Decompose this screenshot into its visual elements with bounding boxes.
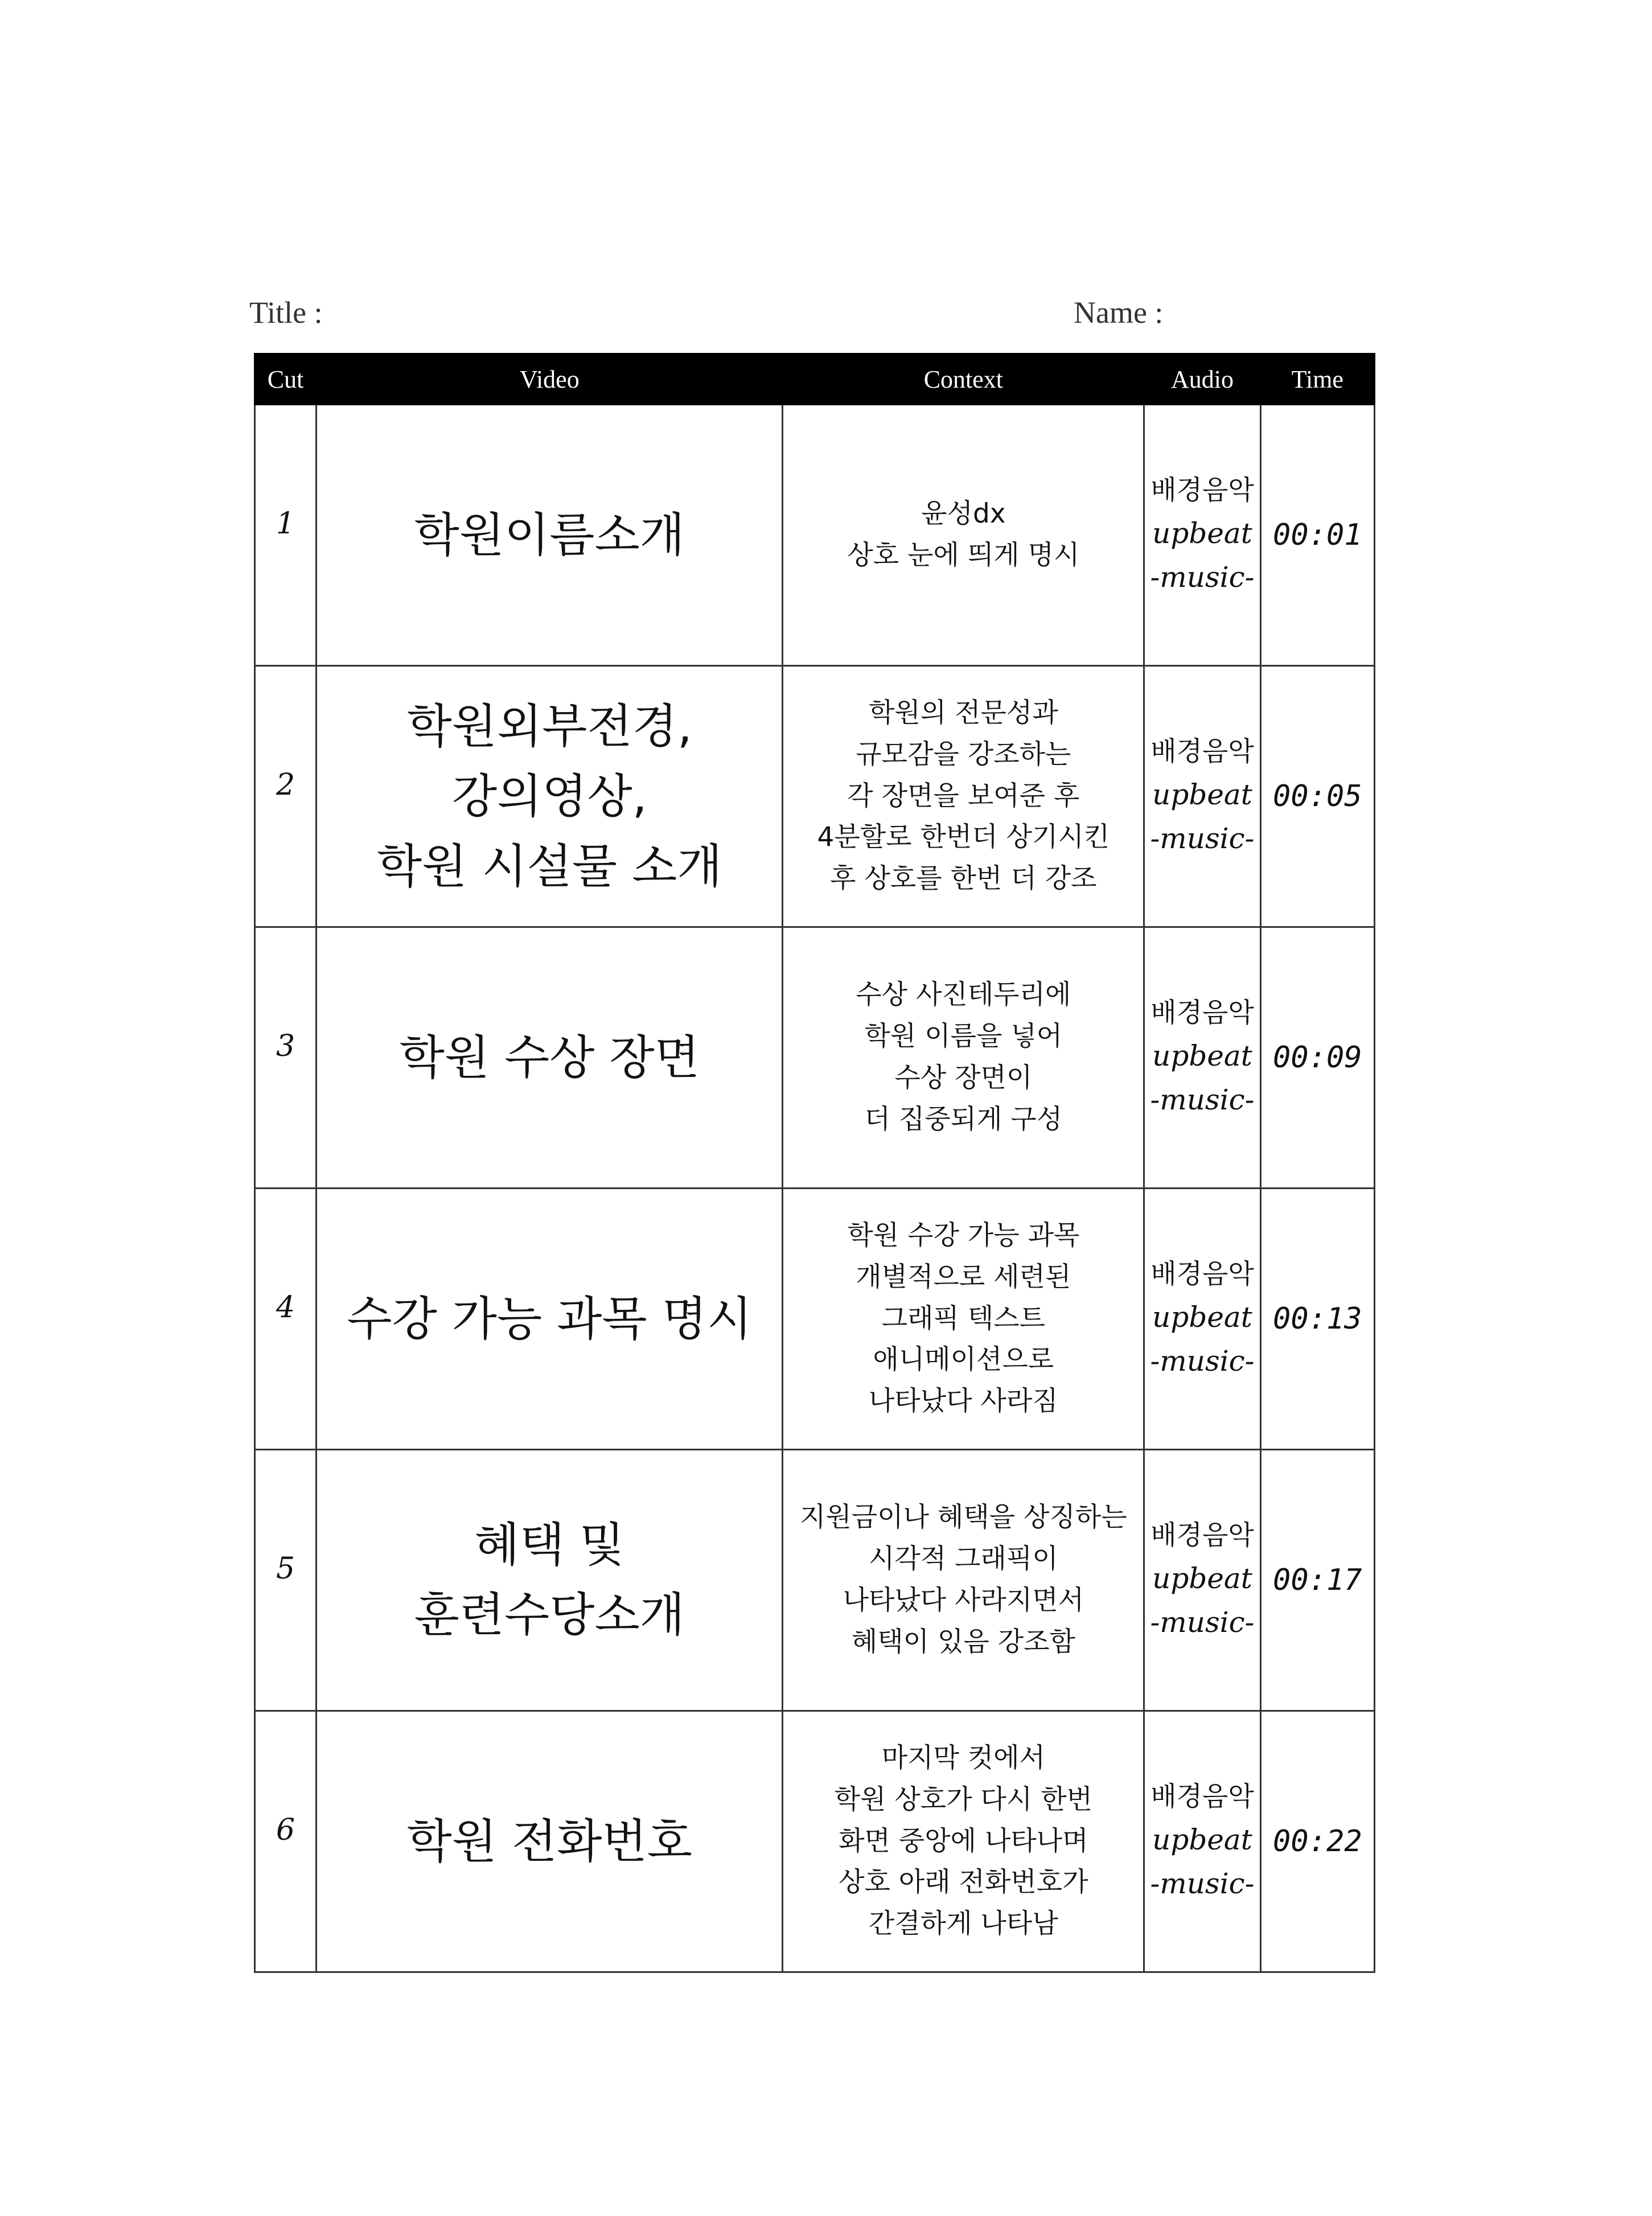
audio-genre-label: -music- bbox=[1150, 1345, 1255, 1378]
video-description: 혜택 및 훈련수당소개 bbox=[317, 1450, 783, 1711]
header-row bbox=[255, 354, 1375, 405]
cut-number bbox=[255, 927, 317, 1189]
time-code: 00:13 bbox=[1260, 1189, 1374, 1450]
audio-genre-label: -music- bbox=[1150, 1867, 1255, 1901]
audio-main-label: 배경음악 bbox=[1150, 997, 1254, 1029]
column-header-time: Time bbox=[1260, 354, 1374, 405]
audio-style-label: upbeat bbox=[1152, 1300, 1252, 1334]
context-description: 윤성dx 상호 눈에 띄게 명시 bbox=[783, 405, 1144, 666]
audio-description bbox=[1144, 927, 1260, 1189]
cut-number bbox=[255, 1450, 317, 1711]
context-description: 마지막 컷에서 학원 상호가 다시 한번 화면 중앙에 나타나며 상호 아래 전화번호가 간결하게 나타남 bbox=[783, 1711, 1144, 1972]
video-description: 학원이름소개 bbox=[317, 405, 783, 666]
audio-description bbox=[1144, 1711, 1260, 1972]
page-header bbox=[249, 295, 1371, 340]
cut-number-text: 5 bbox=[276, 1552, 295, 1586]
video-description: 학원외부전경, 강의영상, 학원 시설물 소개 bbox=[317, 666, 783, 927]
video-description: 학원 전화번호 bbox=[317, 1711, 783, 1972]
audio-main-label: 배경음악 bbox=[1150, 1520, 1254, 1552]
audio-main-label: 배경음악 bbox=[1150, 1781, 1254, 1813]
table-row bbox=[255, 927, 1375, 1189]
context-description: 학원 수강 가능 과목 개별적으로 세련된 그래픽 텍스트 애니메이션으로 나타났다 사라짐 bbox=[783, 1189, 1144, 1450]
audio-description bbox=[1144, 1450, 1260, 1711]
column-header-audio: Audio bbox=[1144, 354, 1260, 405]
audio-genre-label: -music- bbox=[1150, 1083, 1255, 1117]
video-description: 수강 가능 과목 명시 bbox=[317, 1189, 783, 1450]
cut-number bbox=[255, 1189, 317, 1450]
time-code: 00:05 bbox=[1260, 666, 1374, 927]
audio-style-label: upbeat bbox=[1152, 1039, 1252, 1072]
audio-style-label: upbeat bbox=[1152, 516, 1252, 550]
time-code: 00:09 bbox=[1260, 927, 1374, 1189]
audio-style-label: upbeat bbox=[1152, 1823, 1252, 1856]
table-row bbox=[255, 1189, 1375, 1450]
audio-genre-label: -music- bbox=[1150, 1606, 1255, 1639]
cut-number bbox=[255, 1711, 317, 1972]
time-code: 00:01 bbox=[1260, 405, 1374, 666]
cut-number-text: 2 bbox=[276, 768, 295, 802]
title-label: Title : bbox=[249, 295, 323, 330]
context-description: 학원의 전문성과 규모감을 강조하는 각 장면을 보여준 후 4분할로 한번더 상기시킨 후 상호를 한번 더 강조 bbox=[783, 666, 1144, 927]
cut-number-text: 4 bbox=[276, 1290, 295, 1325]
column-header-cut: Cut bbox=[255, 354, 317, 405]
video-description: 학원 수상 장면 bbox=[317, 927, 783, 1189]
audio-genre-label: -music- bbox=[1150, 561, 1255, 594]
audio-main-label: 배경음악 bbox=[1150, 736, 1254, 768]
audio-description bbox=[1144, 666, 1260, 927]
audio-style-label: upbeat bbox=[1152, 778, 1252, 811]
cut-number bbox=[255, 405, 317, 666]
storyboard-table bbox=[254, 353, 1375, 1973]
cut-number bbox=[255, 666, 317, 927]
cut-number-text: 6 bbox=[276, 1813, 295, 1847]
table-row bbox=[255, 1711, 1375, 1972]
cut-number-text: 3 bbox=[276, 1029, 295, 1063]
audio-genre-label: -music- bbox=[1150, 822, 1255, 856]
column-header-video: Video bbox=[317, 354, 783, 405]
table-row bbox=[255, 405, 1375, 666]
audio-main-label: 배경음악 bbox=[1150, 1259, 1254, 1290]
audio-main-label: 배경음악 bbox=[1150, 475, 1254, 507]
time-code: 00:22 bbox=[1260, 1711, 1374, 1972]
context-description: 지원금이나 혜택을 상징하는 시각적 그래픽이 나타났다 사라지면서 혜택이 있음 강조함 bbox=[783, 1450, 1144, 1711]
name-label: Name : bbox=[1074, 295, 1164, 330]
cut-number-text: 1 bbox=[276, 507, 295, 541]
audio-description bbox=[1144, 405, 1260, 666]
audio-description bbox=[1144, 1189, 1260, 1450]
table-row bbox=[255, 666, 1375, 927]
context-description: 수상 사진테두리에 학원 이름을 넣어 수상 장면이 더 집중되게 구성 bbox=[783, 927, 1144, 1189]
table-row bbox=[255, 1450, 1375, 1711]
column-header-context: Context bbox=[783, 354, 1144, 405]
audio-style-label: upbeat bbox=[1152, 1561, 1252, 1595]
time-code: 00:17 bbox=[1260, 1450, 1374, 1711]
